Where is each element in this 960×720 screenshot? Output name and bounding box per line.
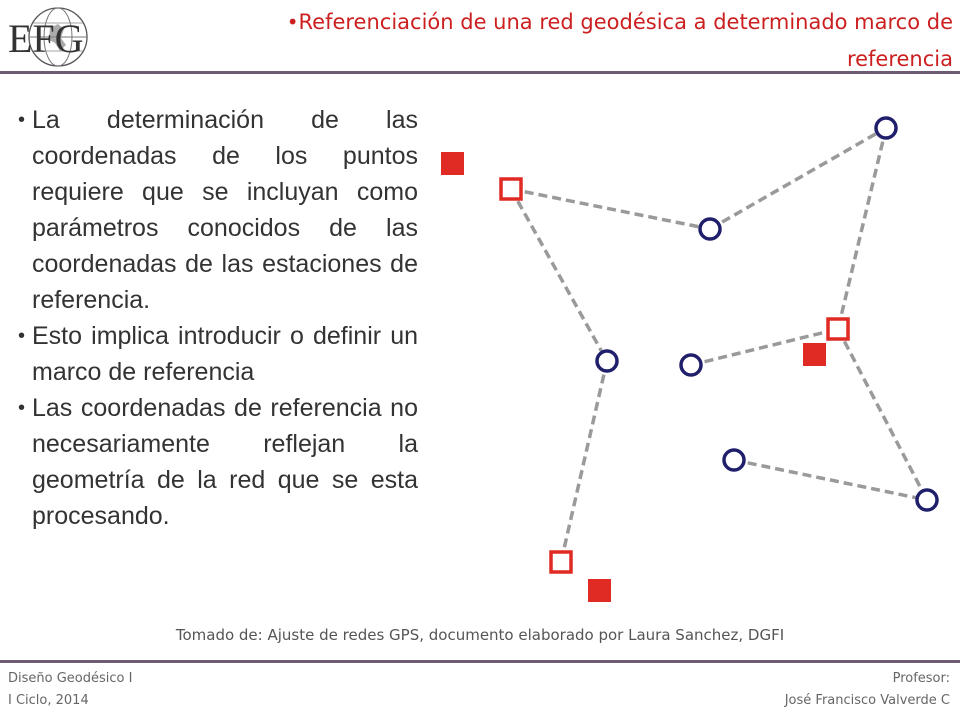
baseline xyxy=(734,460,927,500)
reference-square-filled xyxy=(441,152,464,175)
baseline xyxy=(710,128,886,229)
station-circle xyxy=(724,450,744,470)
network-diagram-svg xyxy=(430,105,960,615)
title-text: Referenciación de una red geodésica a determinado marco de referencia xyxy=(298,10,953,71)
footer-professor-label: Profesor: xyxy=(892,671,950,686)
network-lines xyxy=(511,128,927,562)
bullet-item xyxy=(18,390,418,534)
footer-course: Diseño Geodésico I xyxy=(8,671,133,686)
efg-logo-graphic xyxy=(4,4,122,70)
footer-professor-name: José Francisco Valverde C xyxy=(784,693,950,708)
reference-coordinates xyxy=(441,152,826,602)
bullet-text: Las coordenadas de referencia no necesariamente reflejan la geometría de la red que se esta procesando. xyxy=(32,394,418,530)
bullet-dot: • xyxy=(18,325,26,347)
baseline xyxy=(561,361,607,562)
network-diagram xyxy=(430,105,960,615)
bullet-dot: • xyxy=(18,109,26,131)
station-circle xyxy=(876,118,896,138)
baseline xyxy=(838,128,886,329)
station-circle xyxy=(597,351,617,371)
reference-square-filled xyxy=(588,579,611,602)
stations xyxy=(597,118,937,510)
reference-square-open xyxy=(828,319,848,339)
efg-logo xyxy=(4,4,122,70)
logo-text: EFG xyxy=(8,16,84,61)
slide-title xyxy=(215,4,953,78)
station-circle xyxy=(917,490,937,510)
footer-professor-info xyxy=(785,668,950,712)
bullet-dot: • xyxy=(18,397,26,419)
footer-divider xyxy=(0,660,960,663)
baseline xyxy=(838,329,927,500)
title-bullet: • xyxy=(286,10,299,34)
header-divider xyxy=(0,71,960,74)
bullet-item xyxy=(18,102,418,318)
bullet-item xyxy=(18,318,418,390)
footer-term: I Ciclo, 2014 xyxy=(8,693,89,708)
baseline xyxy=(511,189,710,229)
bullet-text: La determinación de las coordenadas de los puntos requiere que se incluyan como parámetros conocidos de las coordenadas de las estaciones de referencia. xyxy=(32,106,418,314)
bullet-list xyxy=(18,102,418,534)
reference-square-open xyxy=(551,552,571,572)
baseline xyxy=(511,189,607,361)
station-circle xyxy=(700,219,720,239)
image-caption: Tomado de: Ajuste de redes GPS, documento elaborado por Laura Sanchez, DGFI xyxy=(175,626,785,644)
reference-square-filled xyxy=(803,343,826,366)
station-circle xyxy=(681,355,701,375)
footer-course-info xyxy=(8,668,132,712)
reference-square-open xyxy=(501,179,521,199)
reference-stations xyxy=(501,179,848,572)
bullet-text: Esto implica introducir o definir un marco de referencia xyxy=(32,322,418,386)
